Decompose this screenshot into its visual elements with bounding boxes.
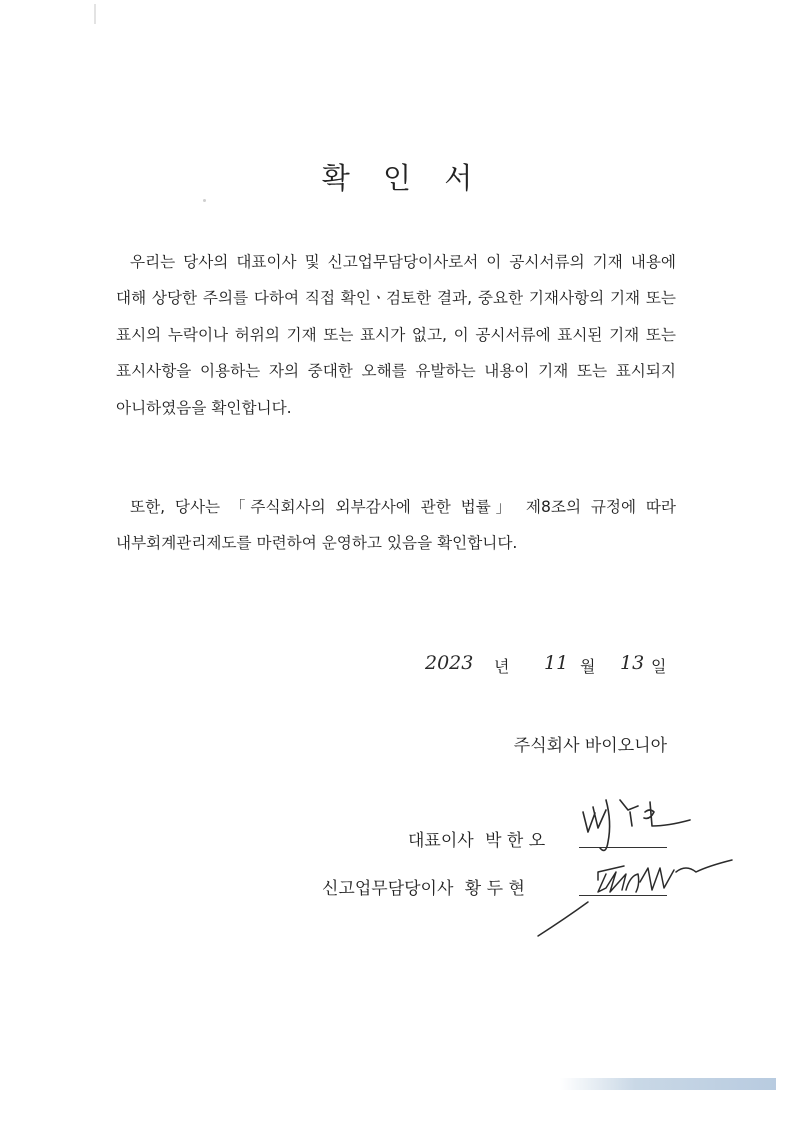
ceo-name: 박 한 오: [485, 831, 546, 851]
internal-control-paragraph: 또한, 당사는 「주식회사의 외부감사에 관한 법률」 제8조의 규정에 따라 내부회계관리제도를 마련하여 운영하고 있음을 확인합니다.: [116, 498, 676, 553]
ceo-signature-underline: [579, 847, 667, 848]
date-month-label: 월: [580, 657, 596, 676]
scan-dust: [203, 199, 206, 202]
scan-edge-artifact: [560, 1078, 776, 1090]
date-year-label: 년: [494, 657, 510, 676]
director-signature-underline: [579, 895, 667, 896]
company-name: 주식회사 바이오니아: [513, 736, 667, 756]
director-handwritten-signature: [538, 860, 732, 936]
director-role: 신고업무담당이사: [322, 879, 454, 899]
document-title: 확 인 서: [321, 161, 485, 195]
signing-date: [420, 648, 680, 684]
date-month: 11: [544, 652, 569, 674]
scan-artifact: [94, 4, 96, 24]
director-name: 황 두 현: [464, 879, 525, 899]
date-year: 2023: [425, 652, 474, 674]
ceo-role: 대표이사: [408, 831, 474, 851]
date-day: 13: [620, 652, 645, 674]
date-day-label: 일: [651, 657, 667, 676]
ceo-handwritten-signature: [583, 800, 690, 850]
confirmation-paragraph: 우리는 당사의 대표이사 및 신고업무담당이사로서 이 공시서류의 기재 내용에 대해 상당한 주의를 다하여 직접 확인ㆍ검토한 결과, 중요한 기재사항의 기재 또는 표시의 누락이나 허위의 기재 또는 표시가 없고, 이 공시서류에 표시된 기재 또는 표시사항을 이용하는 자의 중대한 오해를 유발하는 내용이 기재 또는 표시되지 아니하였음을 확인합니다.: [116, 253, 676, 417]
ceo-signature-line: [408, 826, 545, 851]
director-signature-line: [322, 874, 525, 899]
